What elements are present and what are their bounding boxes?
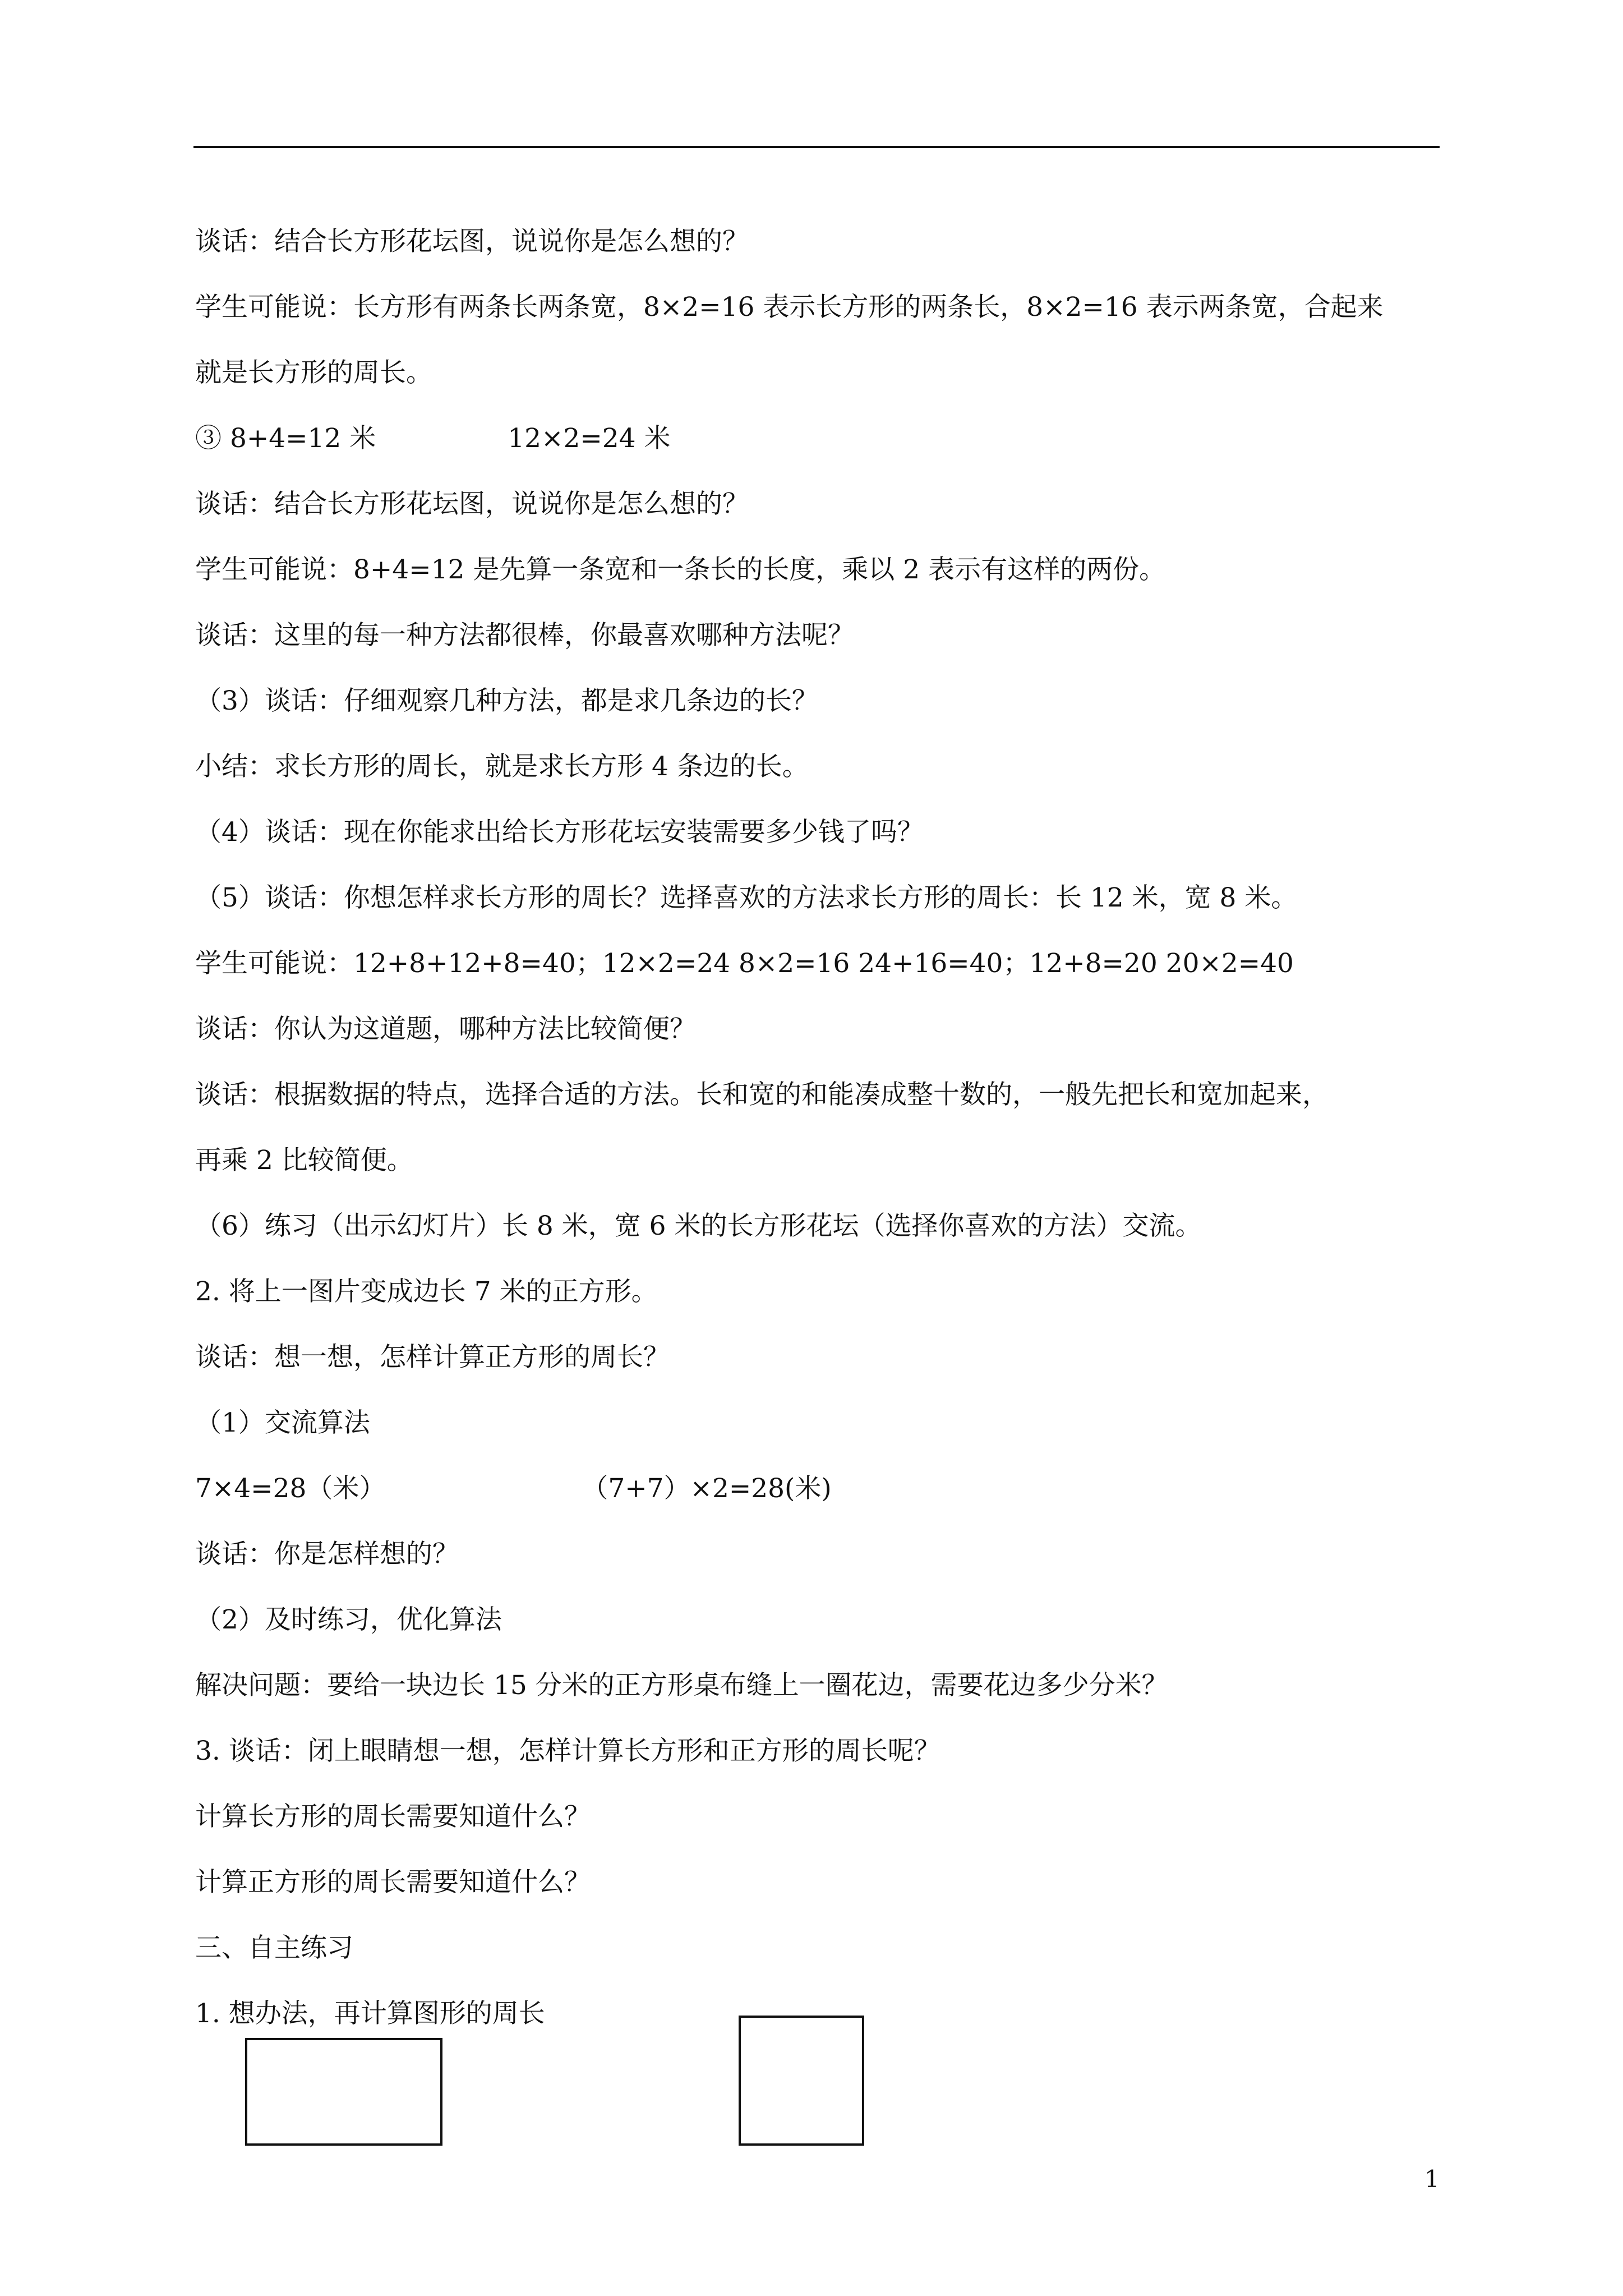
text-line: （1）交流算法 (195, 1407, 370, 1438)
square-methods-line (195, 1456, 1441, 1521)
section-item-3: 3. 谈话：闭上眼睛想一想，怎样计算长方形和正方形的周长呢？ (195, 1736, 940, 1766)
page-number: 1 (1424, 2165, 1440, 2193)
exercise-item-1: 1. 想办法，再计算图形的周长 (195, 1998, 545, 2029)
document-body (195, 209, 1441, 2046)
text-line: 谈话：你认为这道题，哪种方法比较简便？ (195, 1014, 696, 1045)
method-3-left: ③ 8+4=12 米 (195, 423, 376, 454)
text-line: 学生可能说：8+4=12 是先算一条宽和一条长的长度，乘以 2 表示有这样的两份。 (195, 554, 1166, 585)
text-line: （6）练习（出示幻灯片）长 8 米，宽 6 米的长方形花坛（选择你喜欢的方法）交流。 (195, 1211, 1202, 1241)
text-line: （2）及时练习，优化算法 (195, 1604, 502, 1635)
problem-line: 解决问题：要给一块边长 15 分米的正方形桌布缝上一圈花边，需要花边多少分米？ (195, 1670, 1168, 1701)
text-line: 学生可能说：12+8+12+8=40；12×2=24 8×2=16 24+16=40；12+8=20 20×2=40 (195, 948, 1294, 979)
section-heading: 三、自主练习 (195, 1932, 353, 1963)
square-method-right: （7+7）×2=28(米) (582, 1473, 832, 1504)
method-3-line (195, 406, 1441, 471)
text-line: 谈话：这里的每一种方法都很棒，你最喜欢哪种方法呢？ (195, 620, 854, 651)
summary-line: 小结：求长方形的周长，就是求长方形 4 条边的长。 (195, 751, 809, 782)
text-line: 学生可能说：长方形有两条长两条宽，8×2=16 表示长方形的两条长，8×2=16 表示两条宽，合起来 (195, 292, 1384, 323)
square-figure (739, 2016, 864, 2146)
text-line: 谈话：结合长方形花坛图，说说你是怎么想的？ (195, 226, 749, 257)
text-line: 谈话：想一想，怎样计算正方形的周长？ (195, 1342, 670, 1373)
section-item-2: 2. 将上一图片变成边长 7 米的正方形。 (195, 1276, 658, 1307)
text-line: 计算正方形的周长需要知道什么？ (195, 1867, 591, 1898)
text-line: （4）谈话：现在你能求出给长方形花坛安装需要多少钱了吗？ (195, 817, 924, 848)
text-line: （3）谈话：仔细观察几种方法，都是求几条边的长？ (195, 685, 818, 716)
text-line: 再乘 2 比较简便。 (195, 1145, 413, 1176)
text-line: 谈话：结合长方形花坛图，说说你是怎么想的？ (195, 489, 749, 519)
text-line: 计算长方形的周长需要知道什么？ (195, 1801, 591, 1832)
text-line: 就是长方形的周长。 (195, 357, 432, 388)
text-line: （5）谈话：你想怎样求长方形的周长？选择喜欢的方法求长方形的周长：长 12 米，宽 8 米。 (195, 882, 1298, 913)
square-method-left: 7×4=28（米） (195, 1473, 386, 1504)
header-rule (193, 146, 1440, 148)
rectangle-figure (245, 2038, 442, 2146)
method-3-right: 12×2=24 米 (508, 423, 671, 454)
text-line: 谈话：根据数据的特点，选择合适的方法。长和宽的和能凑成整十数的，一般先把长和宽加起来， (195, 1079, 1329, 1110)
text-line: 谈话：你是怎样想的？ (195, 1539, 459, 1570)
